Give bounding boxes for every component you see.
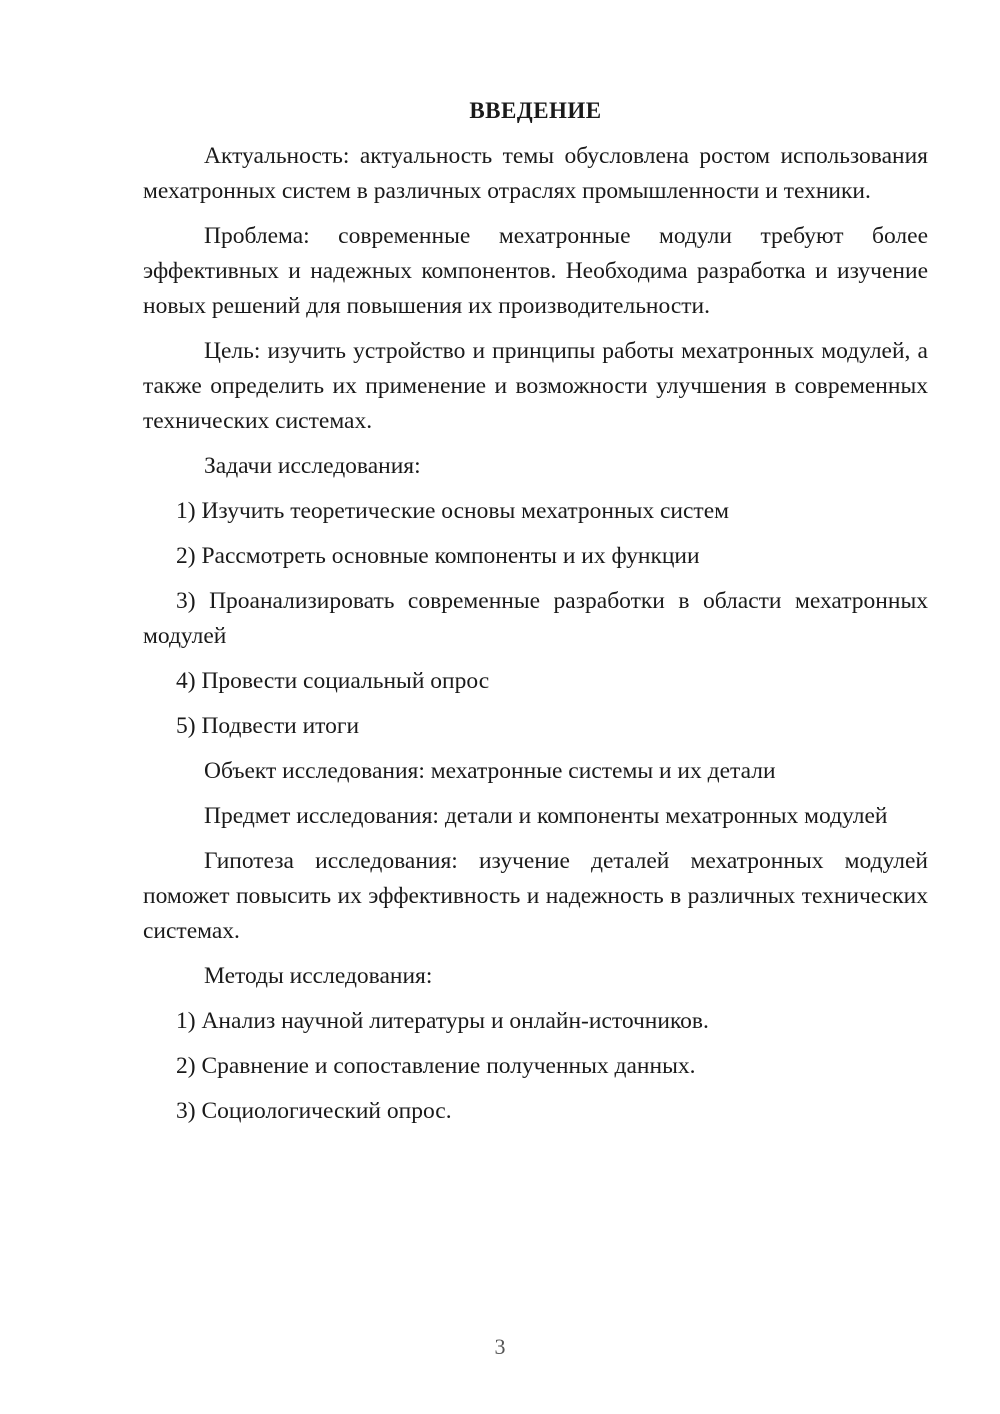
task-item: 4) Провести социальный опрос — [176, 668, 490, 694]
methods-heading: Методы исследования: — [204, 963, 433, 989]
task-item: 2) Рассмотреть основные компоненты и их функции — [176, 543, 700, 569]
relevance-paragraph: Актуальность: актуальность темы обусловлена ростом использования мехатронных систем в различных отраслях промышленности и техники. — [143, 143, 928, 204]
method-item: 1) Анализ научной литературы и онлайн-источников. — [176, 1008, 709, 1034]
tasks-heading: Задачи исследования: — [204, 453, 421, 479]
method-item: 2) Сравнение и сопоставление полученных данных. — [176, 1053, 696, 1079]
document-body — [143, 93, 928, 1139]
task-item: 3) Проанализировать современные разработки в области мехатронных модулей — [143, 588, 928, 649]
subject-line: Предмет исследования: детали и компоненты мехатронных модулей — [204, 803, 888, 829]
object-line: Объект исследования: мехатронные системы и их детали — [204, 758, 776, 784]
task-item: 1) Изучить теоретические основы мехатронных систем — [176, 498, 729, 524]
hypothesis-paragraph: Гипотеза исследования: изучение деталей мехатронных модулей поможет повысить их эффективность и надежность в различных технических системах. — [143, 848, 928, 944]
section-title: ВВЕДЕНИЕ — [469, 98, 602, 123]
goal-paragraph: Цель: изучить устройство и принципы работы мехатронных модулей, а также определить их применение и возможности улучшения в современных технических системах. — [143, 338, 928, 434]
problem-paragraph: Проблема: современные мехатронные модули требуют более эффективных и надежных компонентов. Необходима разработка и изучение новых решений для повышения их производительности. — [143, 223, 928, 319]
task-item: 5) Подвести итоги — [176, 713, 360, 739]
method-item: 3) Социологический опрос. — [176, 1098, 452, 1124]
page-number: 3 — [494, 1334, 506, 1359]
